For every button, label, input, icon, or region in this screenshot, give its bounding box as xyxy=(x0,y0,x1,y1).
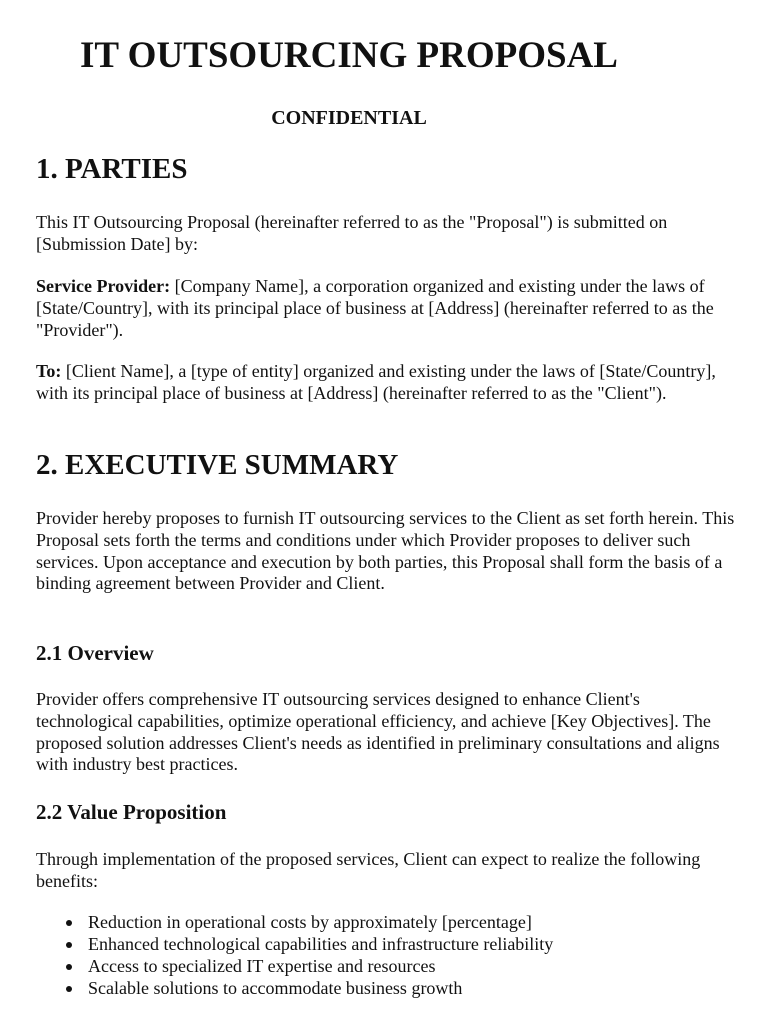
list-item xyxy=(36,977,553,999)
section-heading-executive-summary: 2. EXECUTIVE SUMMARY xyxy=(36,449,399,481)
overview-paragraph: Provider offers comprehensive IT outsourcing services designed to enhance Client's technological capabilities, optimize operational efficiency, and achieve [Key Objectives]. The proposed solution addresses Client's needs as identified in preliminary consultations and aligns with industry best practices. xyxy=(36,689,720,775)
list-item xyxy=(36,955,553,977)
value-proposition-intro-paragraph: Through implementation of the proposed services, Client can expect to realize the following benefits: xyxy=(36,849,701,891)
benefit-text: Enhanced technological capabilities and infrastructure reliability xyxy=(88,934,554,954)
bullet-icon xyxy=(66,986,72,992)
confidential-label: CONFIDENTIAL xyxy=(271,107,427,129)
benefit-text: Access to specialized IT expertise and resources xyxy=(88,956,436,976)
client-label: To: xyxy=(36,361,62,381)
document-title: IT OUTSOURCING PROPOSAL xyxy=(80,35,618,76)
subsection-heading-value-proposition: 2.2 Value Proposition xyxy=(36,800,227,824)
list-item xyxy=(36,911,553,933)
benefit-text: Reduction in operational costs by approximately [percentage] xyxy=(88,912,532,932)
executive-summary-paragraph: Provider hereby proposes to furnish IT outsourcing services to the Client as set forth herein. This Proposal sets forth the terms and conditions under which Provider proposes to deliver such services. Upon acceptance and execution by both parties, this Proposal shall form the basis of a binding agreement between Provider and Client. xyxy=(36,508,735,594)
service-provider-text: [Company Name], a corporation organized and existing under the laws of [State/Country], with its principal place of business at [Address] (hereinafter referred to as the "Provider"). xyxy=(36,276,714,340)
client-text: [Client Name], a [type of entity] organized and existing under the laws of [State/Country], with its principal place of business at [Address] (hereinafter referred to as the "Client"). xyxy=(36,361,716,403)
client-paragraph xyxy=(36,361,736,405)
list-item xyxy=(36,933,553,955)
service-provider-paragraph xyxy=(36,276,736,341)
benefits-list xyxy=(36,911,553,999)
parties-intro-paragraph: This IT Outsourcing Proposal (hereinafter referred to as the "Proposal") is submitted on [Submission Date] by: xyxy=(36,212,668,254)
section-heading-parties: 1. PARTIES xyxy=(36,153,188,185)
benefit-text: Scalable solutions to accommodate business growth xyxy=(88,978,463,998)
bullet-icon xyxy=(66,964,72,970)
bullet-icon xyxy=(66,920,72,926)
service-provider-label: Service Provider: xyxy=(36,276,171,296)
subsection-heading-overview: 2.1 Overview xyxy=(36,641,154,665)
bullet-icon xyxy=(66,942,72,948)
